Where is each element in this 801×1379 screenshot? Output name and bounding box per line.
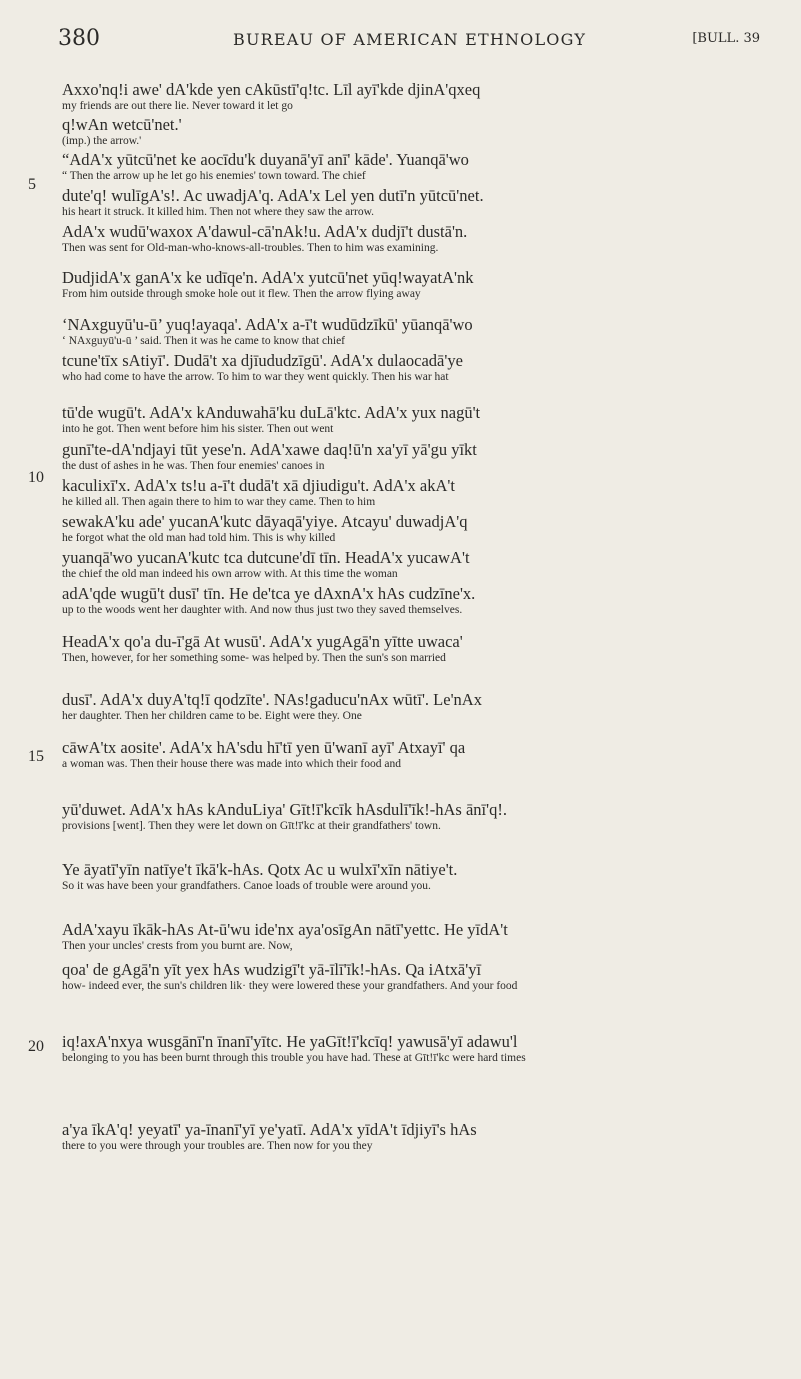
page-number: 380 [58, 26, 100, 51]
line-number: 5 [28, 176, 36, 193]
running-title: BUREAU OF AMERICAN ETHNOLOGY [233, 30, 587, 49]
line-number: 15 [28, 748, 44, 765]
line-number: 20 [28, 1038, 44, 1055]
line-number: 10 [28, 469, 44, 486]
page-header [58, 26, 760, 56]
document-page: 380 BUREAU OF AMERICAN ETHNOLOGY [BULL. 39 5 10 15 20 Axxo'nq!i awe' dA'kde yen cAkūstī'q!tc. Līl ayī'kde djinA'qxeq my friends are out there lie. Never toward it let go q!wAn wetcū'net.' (imp.) the arrow.' “AdA'x yūtcū'net ke aocīdu'k duyanā'yī anī' kāde'. Yuanqā'wo “ Then the arrow up he let go his enemies' town toward. The chief dute'q! wulīgA's!. Ac uwadjA'q. AdA'x Lel yen dutī'n yūtcū'net. his heart it struck. It killed him. Then not where they saw the arrow. AdA'x wudū'waxox A'dawul-cā'nAk!u. AdA'x dudjī't dustā'n. Then was sent for Old-man-who-knows-all-troubles. Then to him was examining. DudjidA'x ganA'x ke udīqe'n. AdA'x yutcū'net yūq!wayatA'nk From him outside through smoke hole out it flew. Then the arrow flying away ‘NAxguyū'u-ū’ yuq!ayaqa'. AdA'x a-ī't wudūdzīkū' yūanqā'wo ‘ NAxguyū'u-ū ’ said. Then it was he came to know that chief tcune'tīx sAtiyī'. Dudā't xa djīududzīgū'. AdA'x dulaocadā'ye who had come to have the arrow. To him to war they went quickly. Then his war hat tū'de wugū't. AdA'x kAnduwahā'ku duLā'ktc. AdA'x yux nagū't into he got. Then went before him his sister. Then out went gunī'te-dA'ndjayi tūt yese'n. AdA'xawe daq!ū'n xa'yī yā'gu yīkt the dust of ashes in he was. Then four enemies' canoes in kaculixī'x. AdA'x ts!u a-ī't dudā't xā djiudigu't. AdA'x akA't he killed all. Then again there to him to war they came. Then to him sewakA'ku ade' yucanA'kutc dāyaqā'yiye. Atcayu' duwadjA'q he forgot what the old man had told him. This is why killed yuanqā'wo yucanA'kutc tca dutcune'dī tīn. HeadA'x yucawA't the chief the old man indeed his own arrow with. At this time the woman adA'qde wugū't dusī' tīn. He de'tca ye dAxnA'x hAs cudzīne'x. up to the woods went her daughter with. And now thus just two they saved themselves. HeadA'x qo'a du-ī'gā At wusū'. AdA'x yugAgā'n yītte uwaca' Then, however, for her something some- was helped by. Then the sun's son married dusī'. AdA'x duyA'tq!ī qodzīte'. NAs!gaducu'nAx wūtī'. Le'nAx her daughter. Then her children came to be. Eight were they. One cāwA'tx aosite'. AdA'x hA'sdu hī'tī yen ū'wanī ayī' Atxayī' qa a woman was. Then their house there was made into which their food and yū'duwet. AdA'x hAs kAnduLiya' Gīt!ī'kcīk hAsdulī'īk!-hAs ānī'q!. provisions [went]. Then they were let down on Gīt!ī'kc at their grandfathers' town. Ye āyatī'yīn natīye't īkā'k-hAs. Qotx Ac u wulxī'xīn nātiye't. So it was have been your grandfathers. Canoe loads of trouble were around you. AdA'xayu īkāk-hAs At-ū'wu ide'nx aya'osīgAn nātī'yettc. He yīdA't Then your uncles' crests from you burnt are. Now, qoa' de gAgā'n yīt yex hAs wudzigī't yā-īlī'īk!-hAs. Qa iAtxā'yī how- indeed ever, the sun's children lik· they were lowered these your grandfathers. And your food iq!axA'nxya wusgānī'n īnanī'yītc. He yaGīt!ī'kcīq! yawusā'yī adawu'l belonging to you has been burnt through this trouble you have had. These at Gīt!ī'kc were hard times a'ya īkA'q! yeyatī' ya-īnanī'yī ye'yatī. AdA'x yīdA't īdjiyī's hAs there to you were through your troubles are. Then now for you they [28, 26, 760, 1152]
bulletin-reference: [BULL. 39 [692, 31, 760, 46]
